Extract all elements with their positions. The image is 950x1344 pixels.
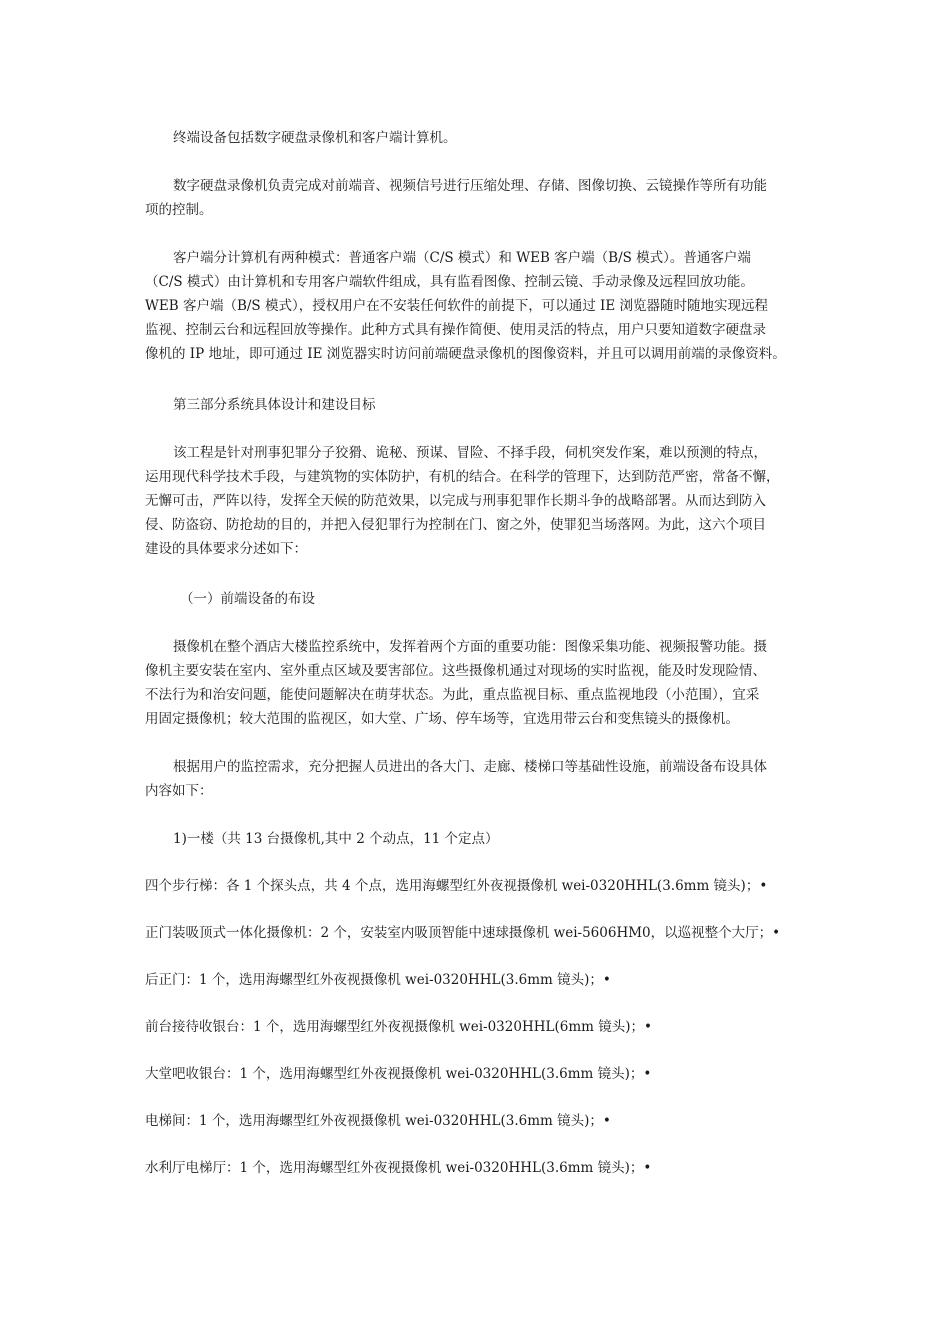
text-line: 客户端分计算机有两种模式：普通客户端（C/S 模式）和 WEB 客户端（B/S 模式）。普通客户端	[173, 250, 751, 266]
subsection-heading: （一）前端设备的布设	[180, 591, 315, 607]
text-line: WEB 客户端（B/S 模式），授权用户在不安装任何软件的前提下，可以通过 IE 浏览器随时随地实现远程	[145, 298, 768, 314]
list-item: 水利厅电梯厅：1 个，选用海螺型红外夜视摄像机 wei-0320HHL(3.6mm 镜头)；•	[145, 1160, 652, 1176]
list-item: 四个步行梯：各 1 个探头点，共 4 个点，选用海螺型红外夜视摄像机 wei-0320HHL(3.6mm 镜头)；•	[145, 878, 768, 894]
text-line: 摄像机在整个酒店大楼监控系统中，发挥着两个方面的重要功能：图像采集功能、视频报警功能。摄	[173, 639, 767, 655]
text-line: 项的控制。	[145, 202, 213, 218]
list-item: 电梯间：1 个，选用海螺型红外夜视摄像机 wei-0320HHL(3.6mm 镜头)；•	[145, 1113, 611, 1129]
text-line: （C/S 模式）由计算机和专用客户端软件组成，具有监看图像、控制云镜、手动录像及远程回放功能。	[145, 274, 754, 290]
text-line: 监视、控制云台和远程回放等操作。此种方式具有操作简便、使用灵活的特点，用户只要知道数字硬盘录	[145, 322, 766, 338]
text-line: 侵、防盗窃、防抢劫的目的，并把入侵犯罪行为控制在门、窗之外，使罪犯当场落网。为此，这六个项目	[145, 517, 766, 533]
list-item: 大堂吧收银台：1 个，选用海螺型红外夜视摄像机 wei-0320HHL(3.6mm 镜头)；•	[145, 1066, 652, 1082]
text-line: 运用现代科学技术手段，与建筑物的实体防护，有机的结合。在科学的管理下，达到防范严密，常备不懈，	[145, 469, 780, 485]
text-line: 建设的具体要求分述如下：	[145, 541, 307, 557]
list-item: 正门装吸顶式一体化摄像机：2 个，安装室内吸顶智能中速球摄像机 wei-5606HM0，以巡视整个大厅；•	[145, 925, 781, 941]
text-line: 根据用户的监控需求，充分把握人员进出的各大门、走廊、楼梯口等基础性设施，前端设备布设具体	[173, 759, 767, 775]
text-line: 内容如下：	[145, 783, 213, 799]
text-line: 像机的 IP 地址，即可通过 IE 浏览器实时访问前端硬盘录像机的图像资料，并且可以调用前端的录像资料。	[145, 346, 786, 362]
floor-heading: 1)一楼（共 13 台摄像机,其中 2 个动点，11 个定点）	[173, 831, 499, 847]
text-line: 该工程是针对刑事犯罪分子狡猾、诡秘、预谋、冒险、不择手段，伺机突发作案，难以预测的特点，	[173, 445, 767, 461]
list-item: 后正门：1 个，选用海螺型红外夜视摄像机 wei-0320HHL(3.6mm 镜头)；•	[145, 972, 611, 988]
section-heading: 第三部分系统具体设计和建设目标	[173, 397, 376, 413]
list-item: 前台接待收银台：1 个，选用海螺型红外夜视摄像机 wei-0320HHL(6mm 镜头)；•	[145, 1019, 652, 1035]
text-line: 像机主要安装在室内、室外重点区域及要害部位。这些摄像机通过对现场的实时监视，能及时发现险情、	[145, 663, 766, 679]
text-line: 用固定摄像机；较大范围的监视区，如大堂、广场、停车场等，宜选用带云台和变焦镜头的摄像机。	[145, 711, 739, 727]
text-line: 数字硬盘录像机负责完成对前端音、视频信号进行压缩处理、存储、图像切换、云镜操作等所有功能	[173, 178, 767, 194]
text-line: 不法行为和治安问题，能使问题解决在萌芽状态。为此，重点监视目标、重点监视地段（小范围），宜采	[145, 687, 760, 703]
text-line: 无懈可击，严阵以待，发挥全天候的防范效果，以完成与刑事犯罪作长期斗争的战略部署。从而达到防入	[145, 493, 766, 509]
paragraph-terminal-devices: 终端设备包括数字硬盘录像机和客户端计算机。	[173, 130, 457, 146]
